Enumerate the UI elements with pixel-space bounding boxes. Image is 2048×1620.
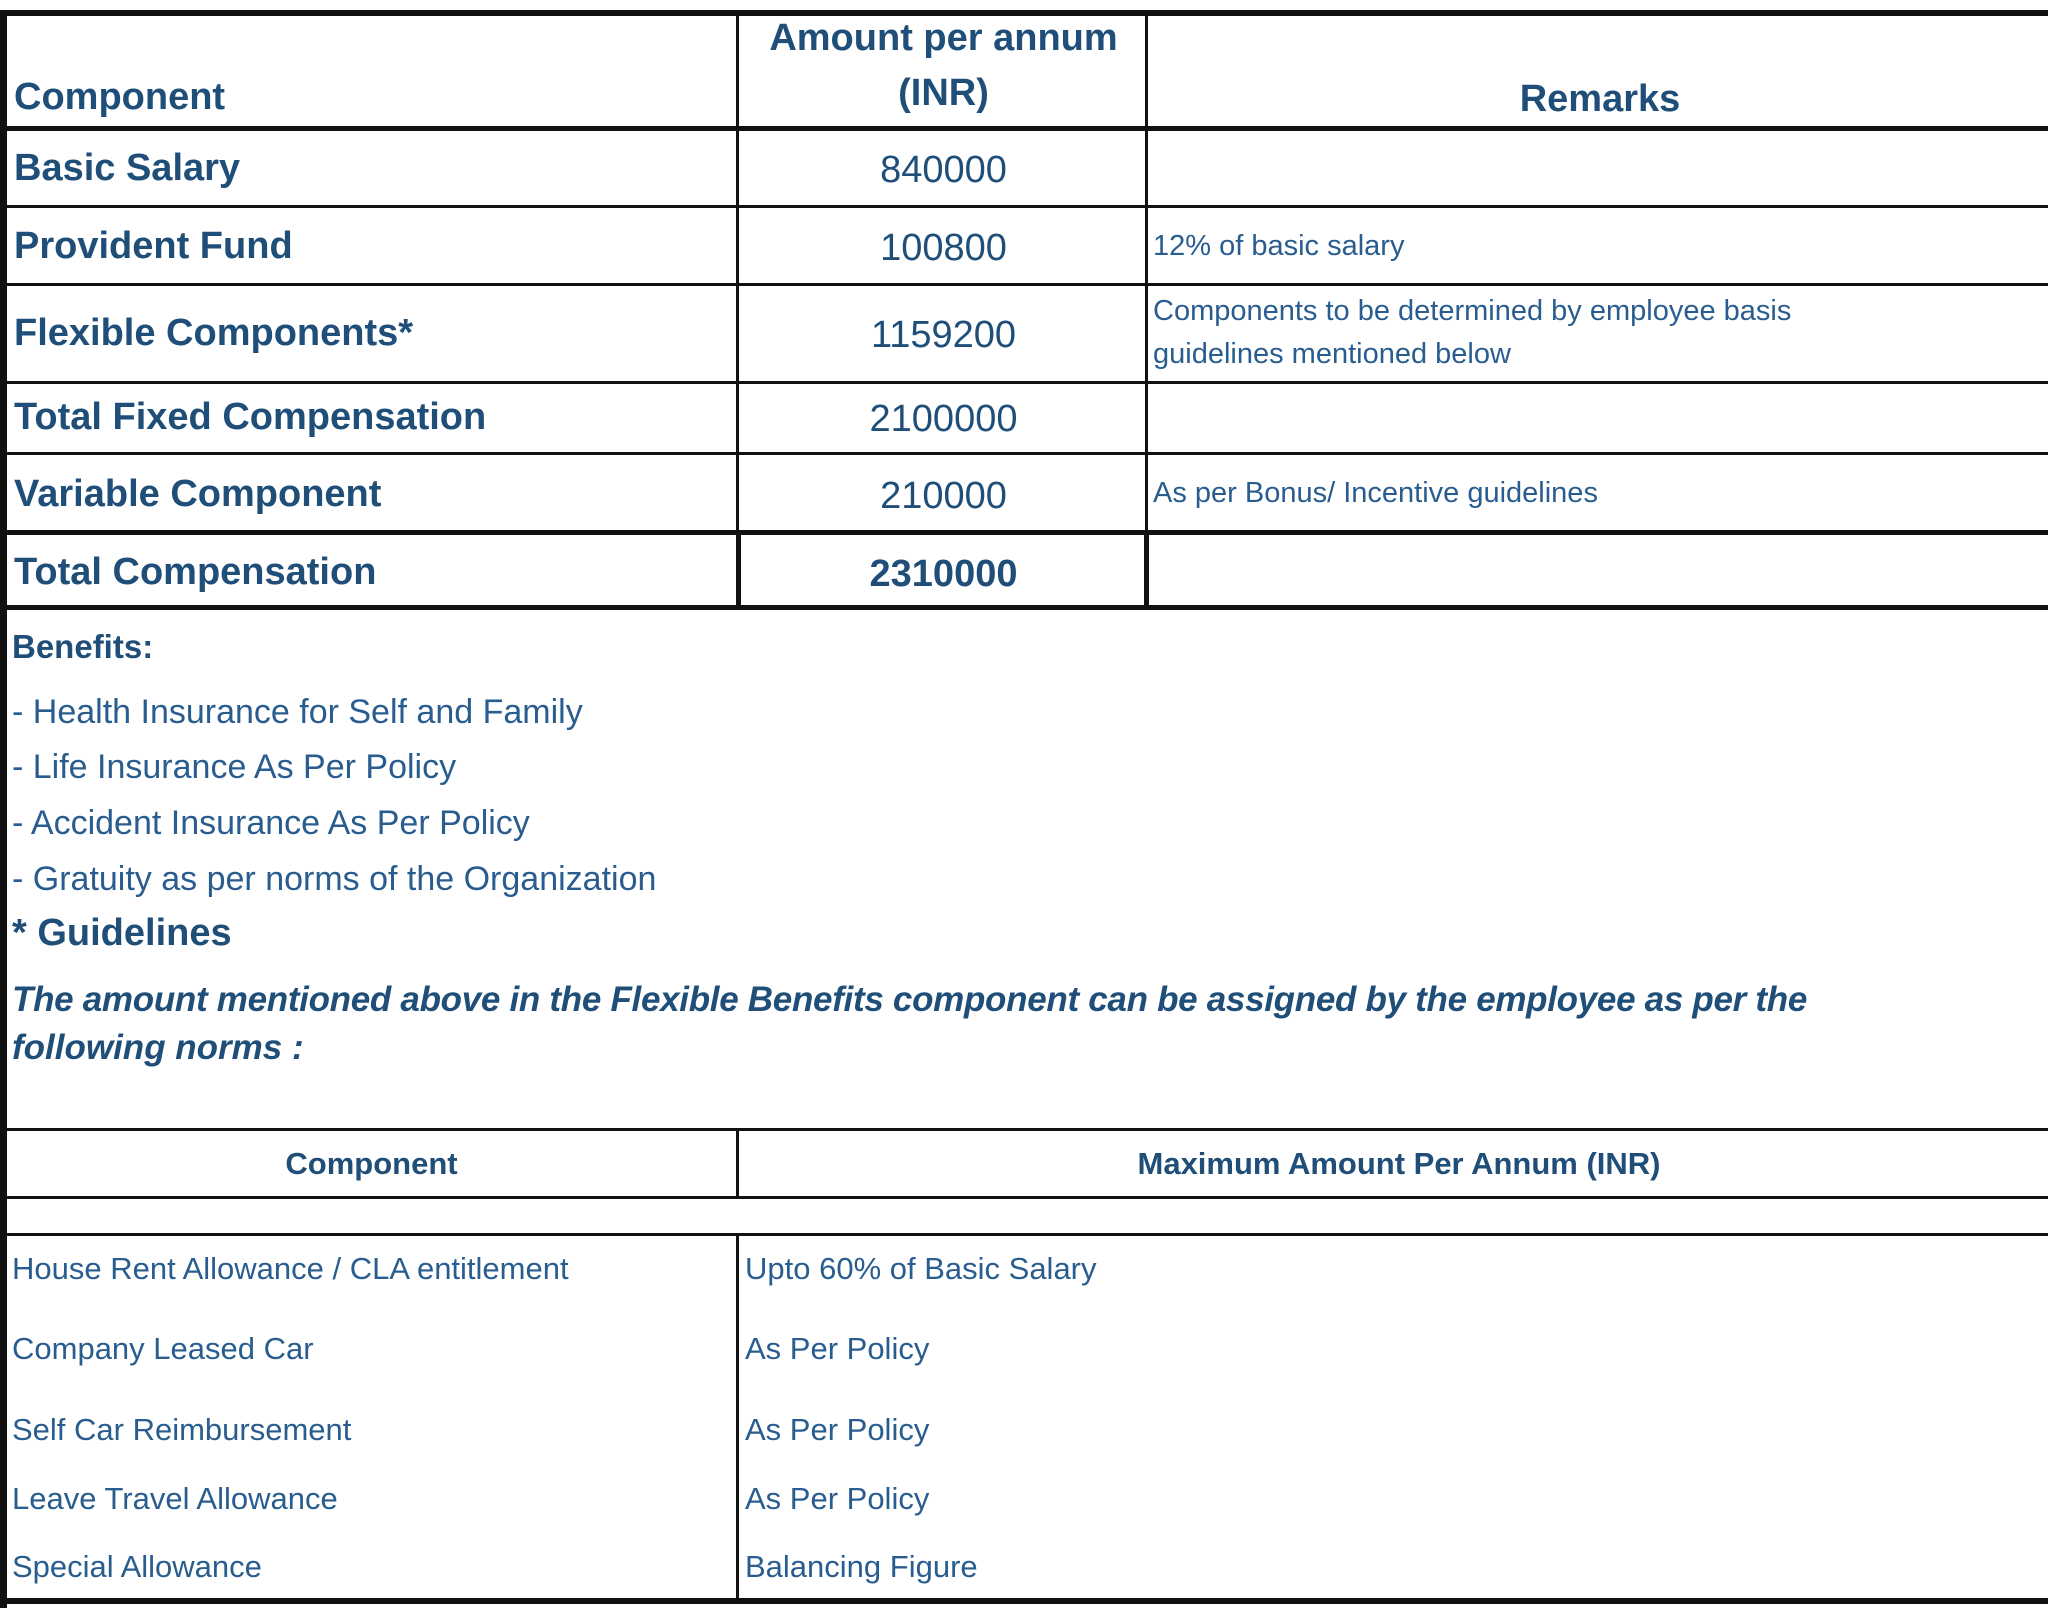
flex-table-top-rule [0, 1128, 2048, 1131]
row-component: Total Compensation [14, 551, 377, 593]
row-rule [0, 205, 2048, 208]
header-amount-line2: (INR) [898, 72, 989, 114]
flex-row-max: Upto 60% of Basic Salary [745, 1251, 1097, 1286]
flex-row-max: Balancing Figure [745, 1549, 978, 1584]
row-remarks: 12% of basic salary [1153, 230, 1405, 262]
row-component: Basic Salary [14, 147, 241, 189]
row-amount: 2310000 [869, 553, 1018, 595]
row-component: Provident Fund [14, 225, 293, 267]
flex-row-component: Leave Travel Allowance [12, 1481, 338, 1516]
row-rule [0, 283, 2048, 286]
benefit-item: - Health Insurance for Self and Family [12, 693, 583, 731]
row-component: Flexible Components* [14, 312, 414, 354]
guidelines-text-line1: The amount mentioned above in the Flexible Benefits component can be assigned by the employee as per the [12, 980, 1808, 1019]
flex-table-header-rule [0, 1196, 2048, 1199]
row-amount: 1159200 [870, 314, 1017, 356]
benefit-item: - Gratuity as per norms of the Organization [12, 860, 657, 898]
header-remarks: Remarks [1519, 78, 1681, 120]
header-component: Component [14, 76, 226, 118]
flex-row-max: As Per Policy [745, 1412, 930, 1447]
row-component: Variable Component [14, 473, 382, 515]
guidelines-title: * Guidelines [12, 912, 232, 954]
flex-row-component: Special Allowance [12, 1549, 262, 1584]
row-rule [0, 452, 2048, 455]
flex-row-component: Company Leased Car [12, 1331, 314, 1366]
benefit-item: - Accident Insurance As Per Policy [12, 804, 530, 842]
row-remarks-line2: guidelines mentioned below [1153, 338, 1511, 370]
row-component: Total Fixed Compensation [14, 396, 487, 438]
flex-row-max: As Per Policy [745, 1331, 930, 1366]
flex-header-component: Component [285, 1146, 458, 1181]
row-remarks: As per Bonus/ Incentive guidelines [1153, 477, 1598, 509]
main-table-top-rule [0, 10, 2048, 16]
row-amount: 210000 [880, 475, 1007, 517]
main-table-bottom-rule [0, 605, 2048, 610]
flex-column-divider [736, 1233, 739, 1601]
flex-header-max-amount: Maximum Amount Per Annum (INR) [1137, 1146, 1661, 1181]
flex-row-component: Self Car Reimbursement [12, 1412, 352, 1447]
benefits-title: Benefits: [12, 628, 154, 665]
main-table-header-rule [0, 126, 2048, 131]
row-amount: 100800 [880, 227, 1007, 269]
row-rule [0, 381, 2048, 384]
benefit-item: - Life Insurance As Per Policy [12, 748, 457, 786]
total-row-top-rule [0, 530, 2048, 535]
flex-table-spacer-rule [0, 1233, 2048, 1236]
left-border [0, 10, 7, 1608]
guidelines-text-line2: following norms : [12, 1028, 304, 1067]
flex-table-bottom-rule [0, 1598, 2048, 1604]
header-amount-line1: Amount per annum [769, 17, 1118, 59]
flex-row-component: House Rent Allowance / CLA entitlement [12, 1251, 569, 1286]
row-remarks-line1: Components to be determined by employee basis [1153, 295, 1792, 327]
row-amount: 840000 [880, 149, 1007, 191]
row-amount: 2100000 [869, 398, 1018, 440]
flex-row-max: As Per Policy [745, 1481, 930, 1516]
column-divider-amount [736, 13, 739, 610]
